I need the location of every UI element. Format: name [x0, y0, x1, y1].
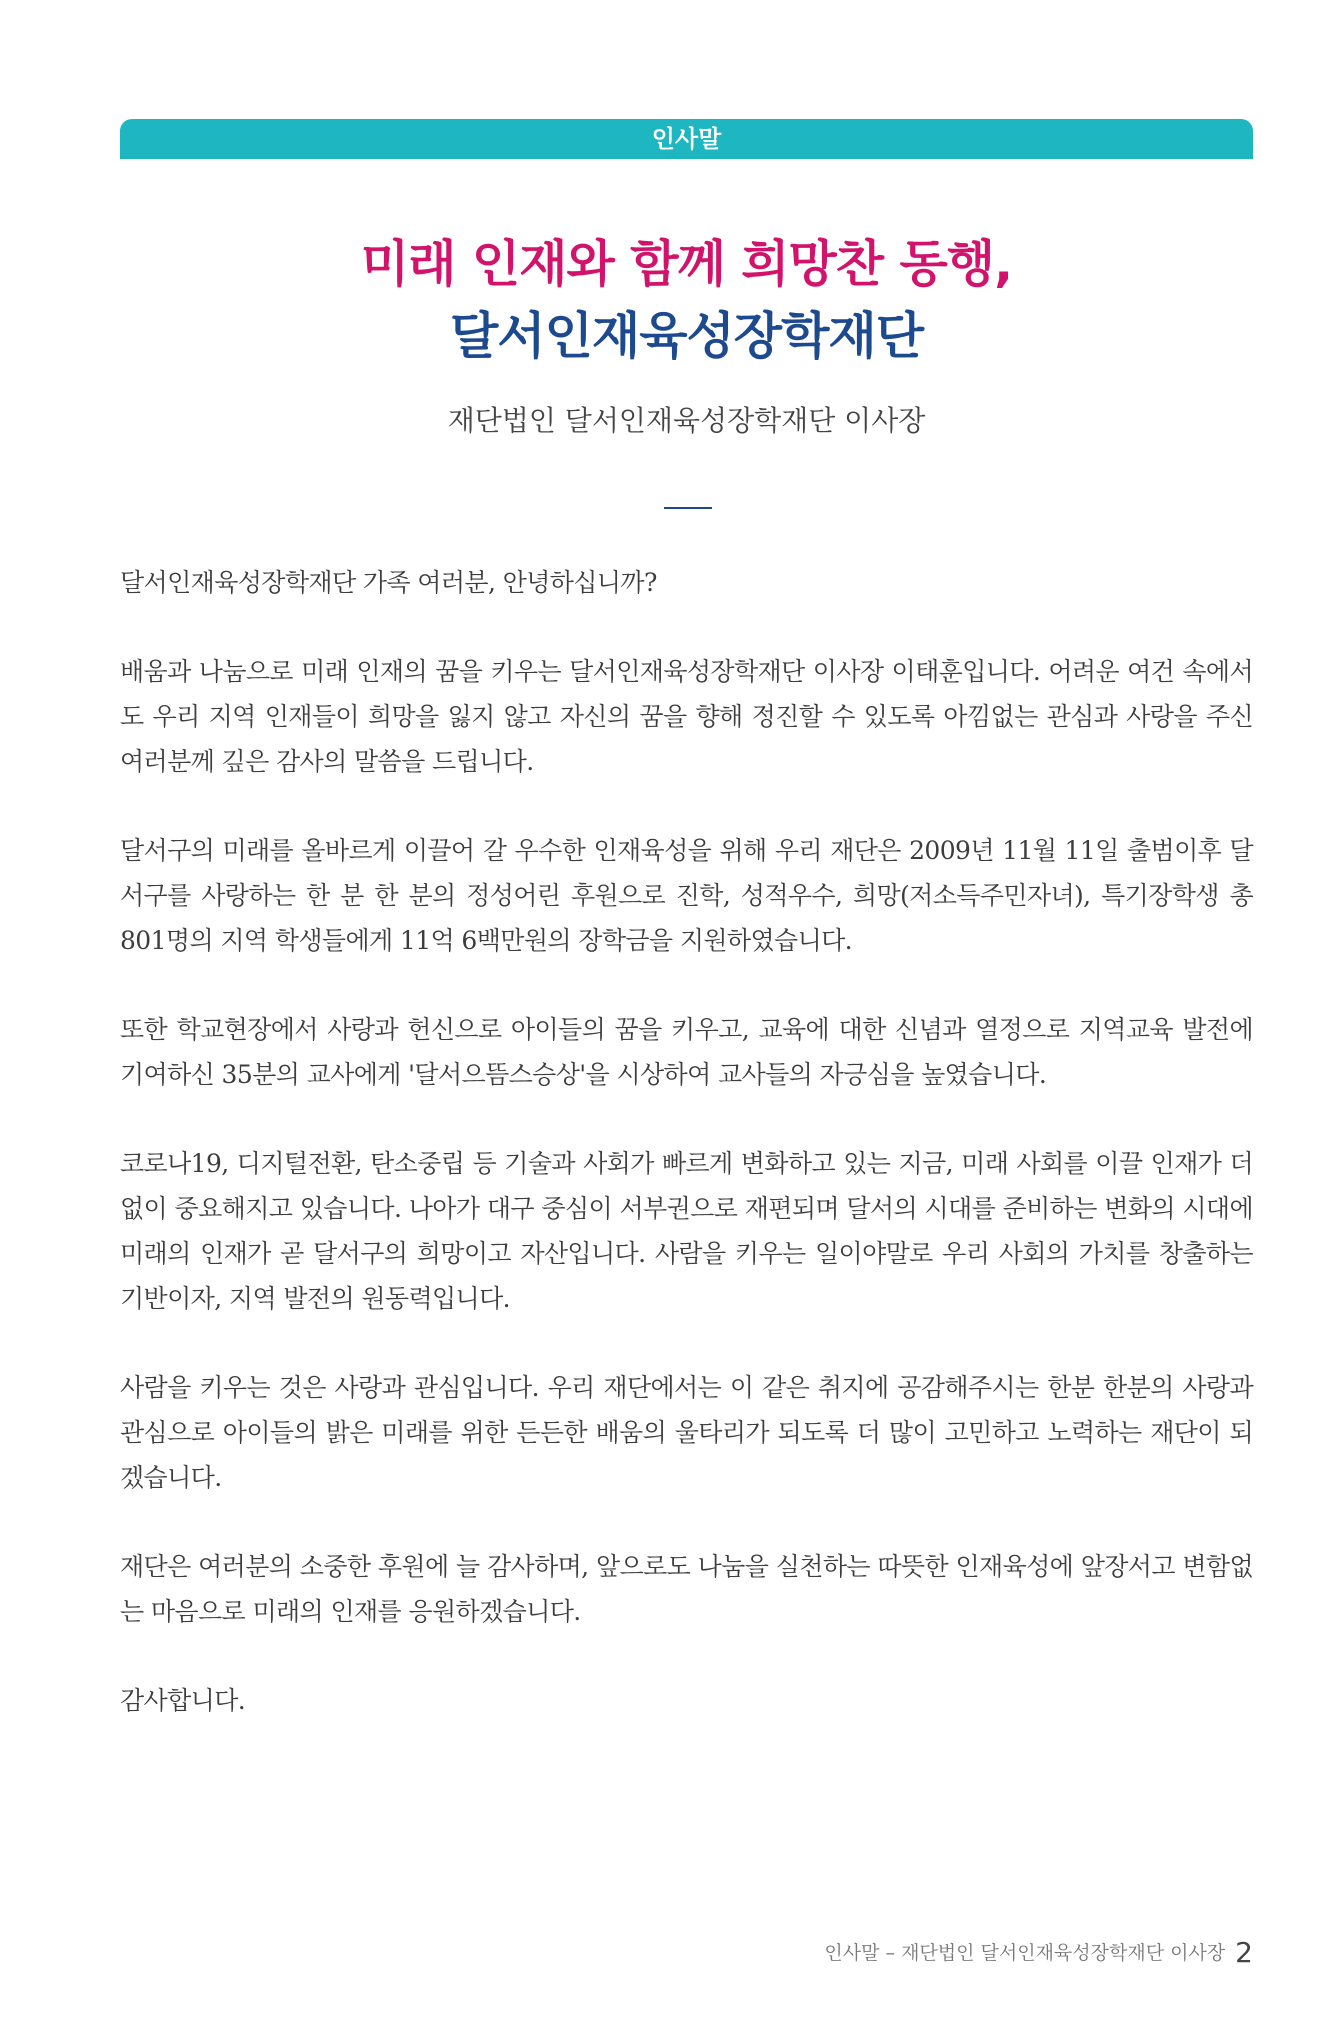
paragraph: 배움과 나눔으로 미래 인재의 꿈을 키우는 달서인재육성장학재단 이사장 이태훈입니다. 어려운 여건 속에서도 우리 지역 인재들이 희망을 잃지 않고 자신의 꿈을 향해 정진할 수 있도록 아낌없는 관심과 사랑을 주신 여러분께 깊은 감사의 말씀을 드립니다.	[120, 657, 1253, 776]
page-subtitle: 재단법인 달서인재육성장학재단 이사장	[447, 404, 926, 437]
paragraph: 재단은 여러분의 소중한 후원에 늘 감사하며, 앞으로도 나눔을 실천하는 따뜻한 인재육성에 앞장서고 변함없는 마음으로 미래의 인재를 응원하겠습니다.	[120, 1552, 1253, 1626]
paragraph: 코로나19, 디지털전환, 탄소중립 등 기술과 사회가 빠르게 변화하고 있는 지금, 미래 사회를 이끌 인재가 더 없이 중요해지고 있습니다. 나아가 대구 중심이 서부권으로 재편되며 달서의 시대를 준비하는 변화의 시대에 미래의 인재가 곧 달서구의 희망이고 자산입니다. 사람을 키우는 일이야말로 우리 사회의 가치를 창출하는 기반이자, 지역 발전의 원동력입니다.	[120, 1149, 1253, 1313]
section-header-bar	[120, 119, 1253, 159]
page-title-line-1: 미래 인재와 함께 희망찬 동행,	[360, 235, 1013, 293]
footer-text: 인사말 – 재단법인 달서인재육성장학재단 이사장	[824, 1942, 1226, 1964]
page-footer	[824, 1936, 1253, 1969]
paragraph: 사람을 키우는 것은 사랑과 관심입니다. 우리 재단에서는 이 같은 취지에 공감해주시는 한분 한분의 사랑과 관심으로 아이들의 밝은 미래를 위한 든든한 배움의 울타리가 되도록 더 많이 고민하고 노력하는 재단이 되겠습니다.	[120, 1373, 1253, 1492]
greeting-body	[120, 560, 1253, 1767]
closing-paragraph: 감사합니다.	[120, 1686, 246, 1715]
page-number: 2	[1235, 1936, 1253, 1969]
paragraph: 달서구의 미래를 올바르게 이끌어 갈 우수한 인재육성을 위해 우리 재단은 2009년 11월 11일 출범이후 달서구를 사랑하는 한 분 한 분의 정성어린 후원으로 진학, 성적우수, 희망(저소득주민자녀), 특기장학생 총 801명의 지역 학생들에게 11억 6백만원의 장학금을 지원하였습니다.	[120, 836, 1253, 955]
section-header-label: 인사말	[651, 125, 722, 153]
paragraph: 달서인재육성장학재단 가족 여러분, 안녕하십니까?	[120, 568, 657, 597]
title-divider	[664, 507, 712, 509]
page-title-line-2: 달서인재육성장학재단	[450, 307, 923, 365]
paragraph: 또한 학교현장에서 사랑과 헌신으로 아이들의 꿈을 키우고, 교육에 대한 신념과 열정으로 지역교육 발전에 기여하신 35분의 교사에게 '달서으뜸스승상'을 시상하여 교사들의 자긍심을 높였습니다.	[120, 1015, 1253, 1089]
